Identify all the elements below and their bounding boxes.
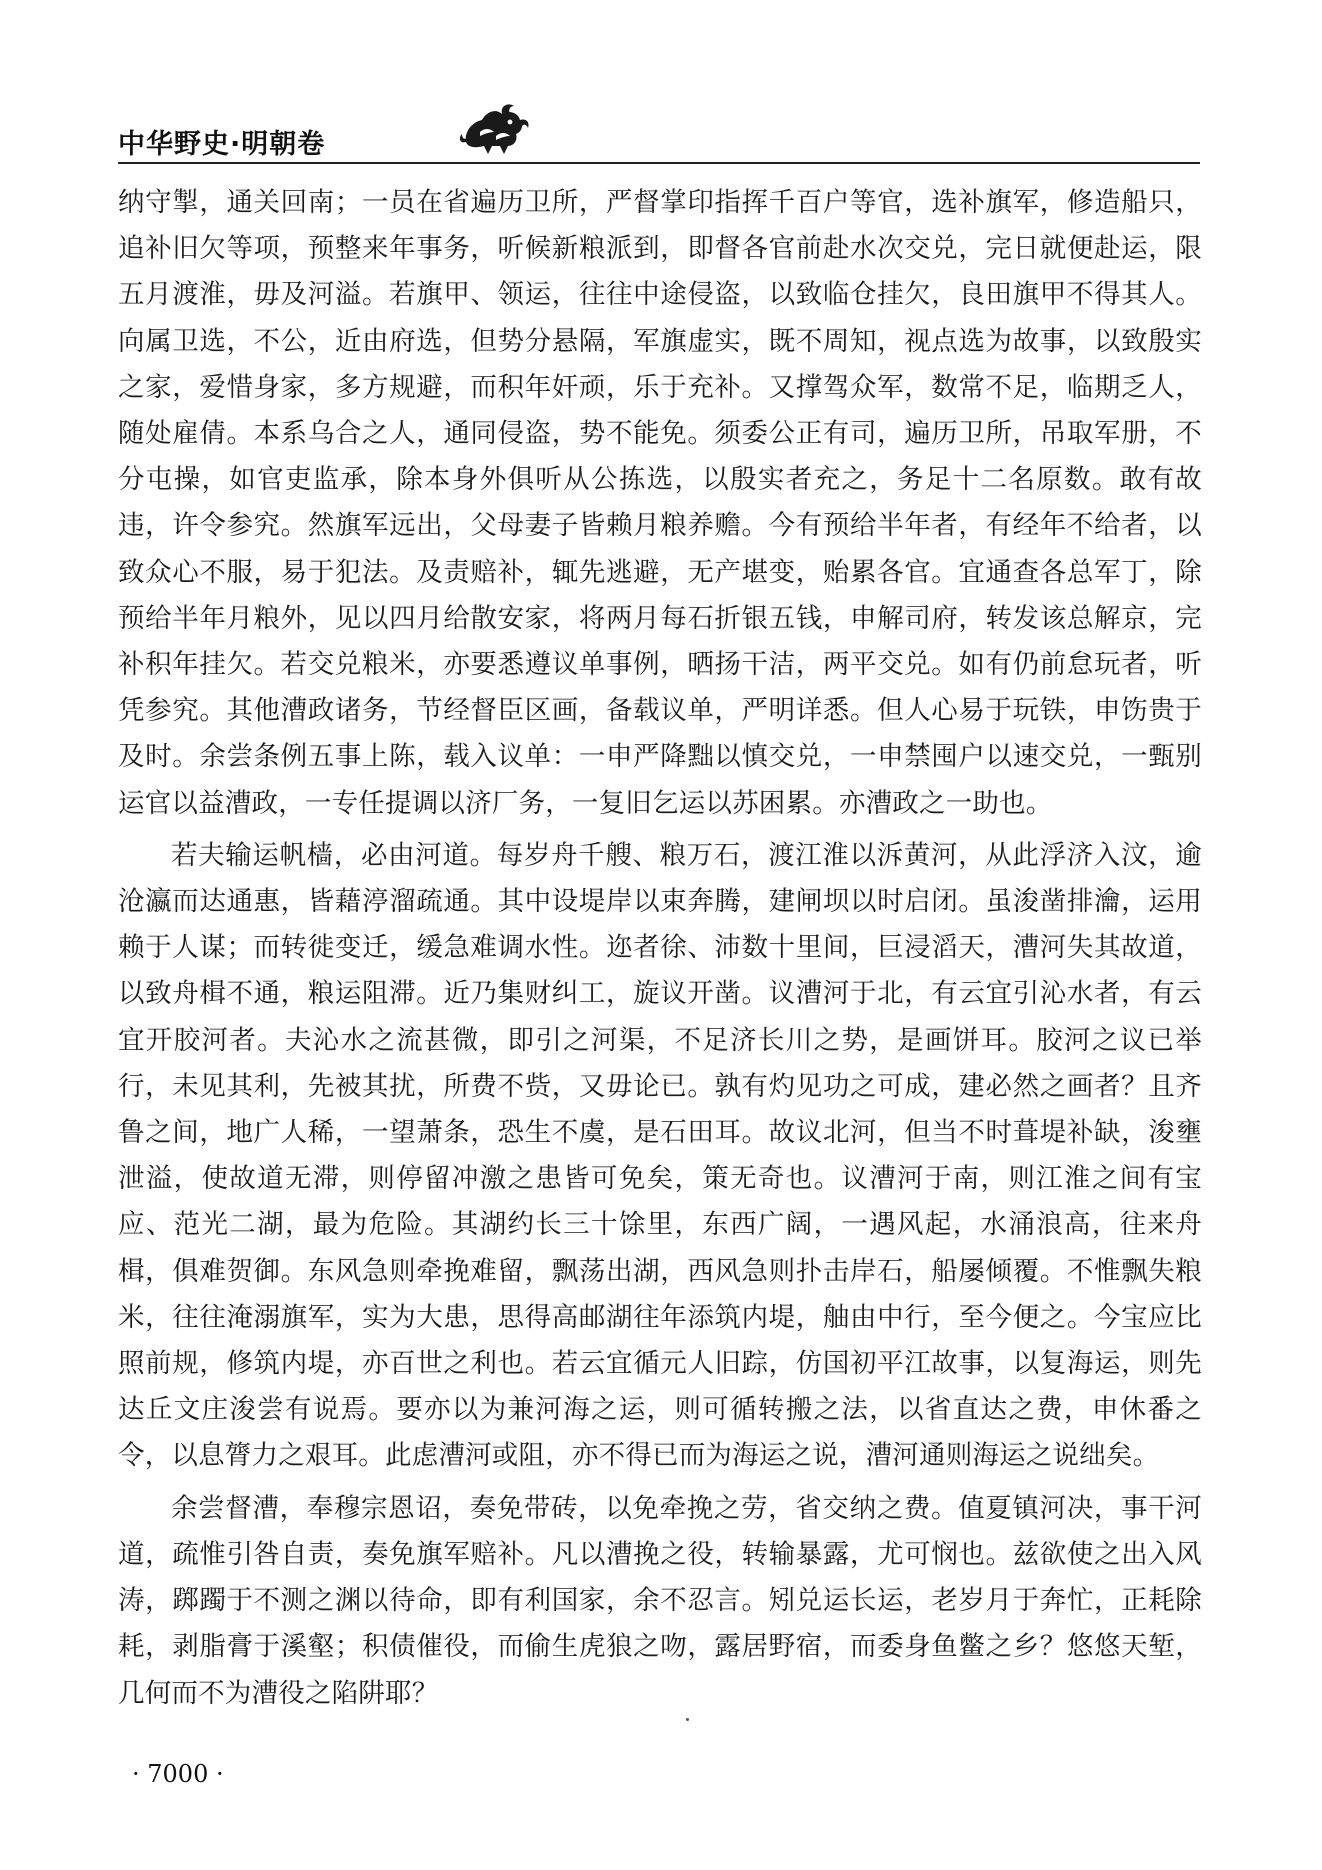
running-head (118, 112, 1200, 168)
paragraph: 纳守掣，通关回南；一员在省遍历卫所，严督掌印指挥千百户等官，选补旗军，修造船只，追补旧欠等项，预整来年事务，听候新粮派到，即督各官前赴水次交兑，完日就便赴运，限五月渡淮，毋及河溢。若旗甲、领运，往往中途侵盗，以致临仓挂欠，良田旗甲不得其人。向属卫选，不公，近由府选，但势分悬隔，军旗虚实，既不周知，视点选为故事，以致殷实之家，爱惜身家，多方规避，而积年奸顽，乐于充补。又撑驾众军，数常不足，临期乏人，随处雇倩。本系乌合之人，通同侵盗，势不能免。须委公正有司，遍历卫所，吊取军册，不分屯操，如官吏监承，除本身外俱听从公拣选，以殷实者充之，务足十二名原数。敢有故违，许令参究。然旗军远出，父母妻子皆赖月粮养赡。今有预给半年者，有经年不给者，以致众心不服，易于犯法。及责赔补，辄先逃避，无产堪变，贻累各官。宜通查各总军丁，除预给半年月粮外，见以四月给散安家，将两月每石折银五钱，申解司府，转发该总解京，完补积年挂欠。若交兑粮米，亦要悉遵议单事例，晒扬干洁，两平交兑。如有仍前怠玩者，听凭参究。其他漕政诸务，节经督臣区画，备载议单，严明详悉。但人心易于玩铁，申饬贵于及时。余尝条例五事上陈，载入议单：一申严降黜以慎交兑，一申禁囤户以速交兑，一甄别运官以益漕政，一专任提调以济厂务，一复旧乞运以苏困累。亦漕政之一助也。 (118, 187, 1202, 819)
paragraph: 余尝督漕，奉穆宗恩诏，奏免带砖，以免牵挽之劳，省交纳之费。值夏镇河决，事干河道，疏惟引咎自责，奏免旗军赔补。凡以漕挽之役，转输暴露，尤可悯也。兹欲使之出入风涛，踯躅于不测之渊以待命，即有利国家，余不忍言。矧兑运长运，老岁月于奔忙，正耗除耗，剥脂膏于溪壑；积债催役，而偷生虎狼之吻，露居野宿，而委身鱼鳖之乡？悠悠天堑，几何而不为漕役之陷阱耶？ (118, 1492, 1202, 1709)
body-text (118, 180, 1202, 1723)
scan-speck (686, 1718, 689, 1721)
series-title: 中华野史·明朝卷 (118, 129, 326, 160)
header-rule (118, 162, 1200, 164)
page-number: · 7000 · (132, 1760, 224, 1788)
dragon-emblem-icon (458, 102, 530, 158)
paragraph: 若夫输运帆樯，必由河道。每岁舟千艘、粮万石，渡江淮以泝黄河，从此浮济入汶，逾沧瀛而达通惠，皆藉渟溜疏通。其中设堤岸以束奔腾，建闸坝以时启闭。虽浚凿排瀹，运用赖于人谋；而转徙变迁，缓急难调水性。迩者徐、沛数十里间，巨浸滔天，漕河失其故道，以致舟楫不通，粮运阻滞。近乃集财纠工，旋议开凿。议漕河于北，有云宜引沁水者，有云宜开胶河者。夫沁水之流甚微，即引之河渠，不足济长川之势，是画饼耳。胶河之议已举行，未见其利，先被其扰，所费不赀，又毋论已。孰有灼见功之可成，建必然之画者？且齐鲁之间，地广人稀，一望萧条，恐生不虞，是石田耳。故议北河，但当不时葺堤补缺，浚壅泄溢，使故道无滞，则停留冲激之患皆可免矣，策无奇也。议漕河于南，则江淮之间有宝应、范光二湖，最为危险。其湖约长三十馀里，东西广阔，一遇风起，水涌浪高，往来舟楫，俱难贺御。东风急则牵挽难留，飘荡出湖，西风急则扑击岸石，船屡倾覆。不惟飘失粮米，往往淹溺旗军，实为大患，思得高邮湖往年添筑内堤，舳由中行，至今便之。今宝应比照前规，修筑内堤，亦百世之利也。若云宜循元人旧踪，仿国初平江故事，以复海运，则先达丘文庄浚尝有说焉。要亦以为兼河海之运，则可循转搬之法，以省直达之费，申休番之令，以息膂力之艰耳。此虑漕河或阻，亦不得已而为海运之说，漕河通则海运之说绌矣。 (118, 839, 1202, 1472)
